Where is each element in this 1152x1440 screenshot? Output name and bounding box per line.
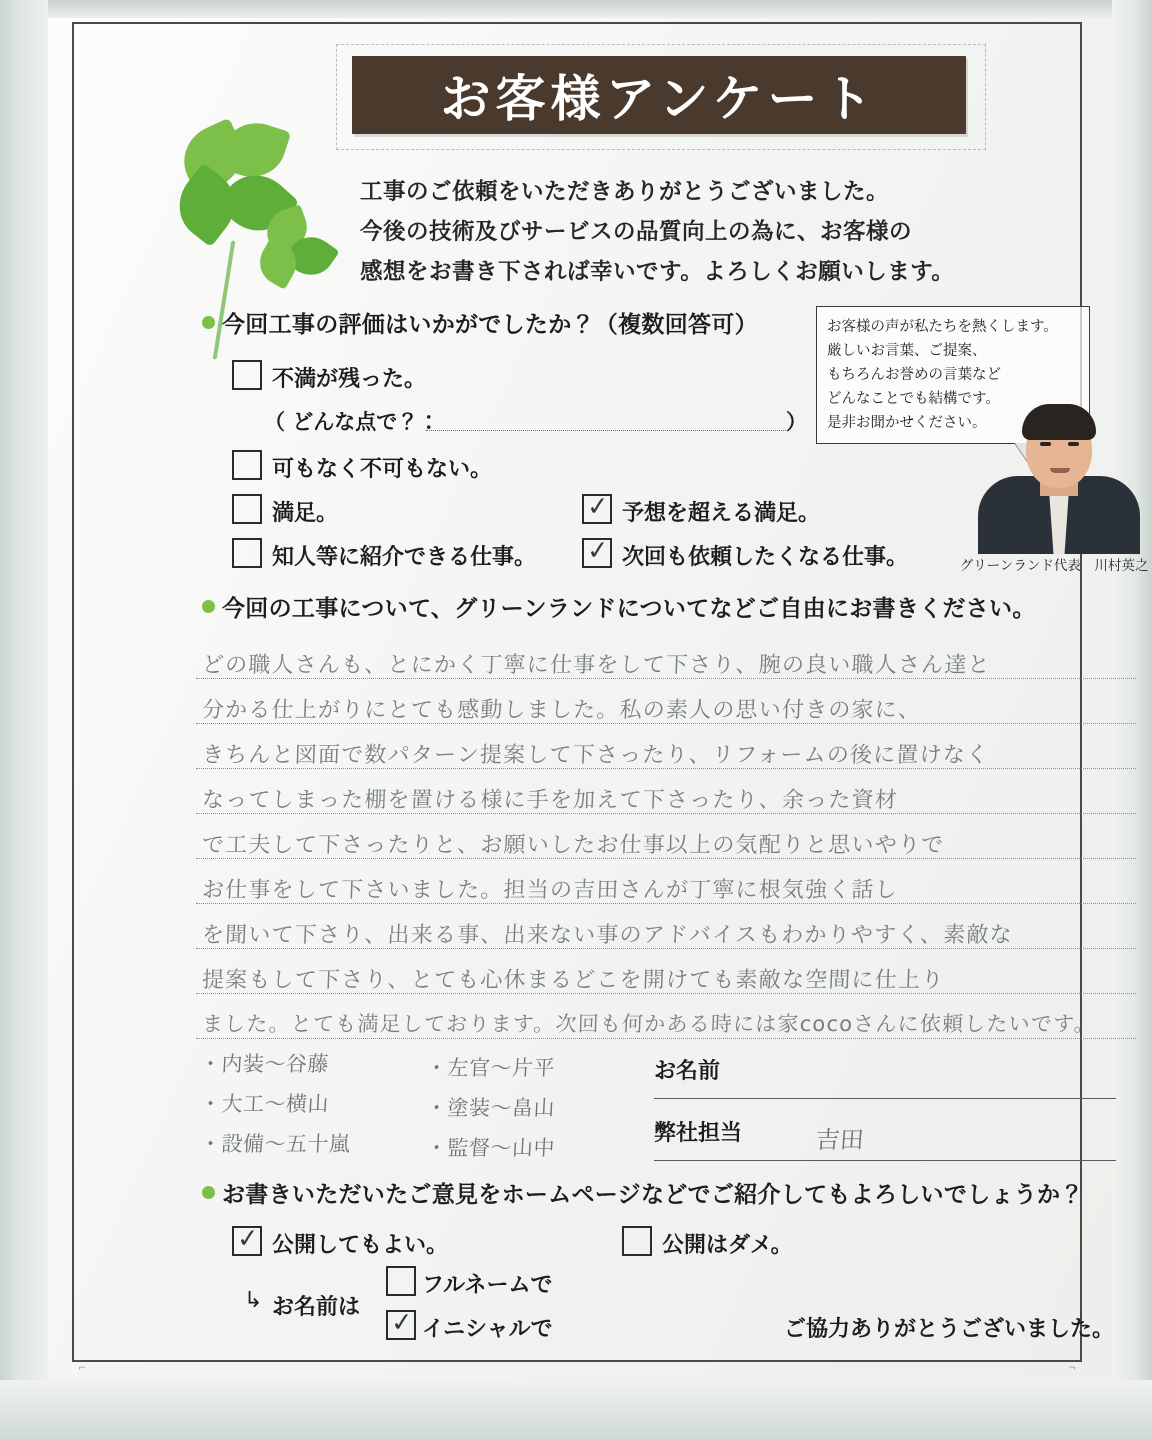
customer-name-input[interactable]: [654, 1098, 1116, 1099]
staff-note-left: ・設備〜五十嵐: [199, 1132, 352, 1156]
q2-heading: 今回の工事について、グリーンランドについてなどご自由にお書きください。: [222, 596, 1036, 622]
scan-edge-bottom: [0, 1380, 1152, 1440]
staff-note-left: ・内装〜谷藤: [199, 1052, 330, 1076]
comment-line: で工夫して下さったりと、お願いしたお仕事以上の気配りと思いやりで: [201, 833, 945, 858]
check-mark-icon: ✓: [389, 1307, 414, 1339]
bubble-line-2: 厳しいお言葉、ご提案、: [827, 343, 987, 359]
comment-line: ました。とても満足しております。次回も何かある時には家cocoさんに依頼したいです。: [201, 1012, 1097, 1036]
intro-text: [360, 172, 1090, 292]
q1-heading: 今回工事の評価はいかがでしたか？（複数回答可）: [222, 312, 758, 338]
staff-note-left: ・大工〜横山: [199, 1092, 330, 1116]
scan-edge-left: [0, 0, 48, 1440]
bubble-line-3: もちろんお誉めの言葉など: [827, 367, 1001, 383]
checkbox-satisfied[interactable]: [232, 494, 262, 524]
comment-line: どの職人さんも、とにかく丁寧に仕事をして下さり、腕の良い職人さん達と: [201, 653, 992, 678]
thanks-text: ご協力ありがとうございました。: [784, 1317, 1115, 1342]
check-mark-icon: ✓: [235, 1223, 260, 1255]
checkbox-exceeded-expectation[interactable]: [582, 491, 612, 524]
checkbox-label-recommendable: 知人等に紹介できる仕事。: [272, 545, 537, 570]
page-title: お客様アンケート: [440, 70, 878, 128]
comment-rule: [196, 1038, 1136, 1039]
portrait-eye-right: [1068, 442, 1079, 446]
checkbox-dissatisfied[interactable]: [232, 360, 262, 390]
intro-line-1: 工事のご依頼をいただきありがとうございました。: [360, 179, 890, 205]
checkbox-label-dissatisfied: 不満が残った。: [272, 367, 427, 392]
corner-mark-right: ¬: [1067, 1363, 1076, 1374]
bullet-q2: [202, 600, 215, 613]
survey-sheet: [72, 22, 1149, 1374]
staff-note-right: ・左官〜片平: [425, 1056, 556, 1080]
name-format-label: お名前は: [272, 1295, 361, 1320]
comment-line: 提案もして下さり、とても心休まるどこを開けても素敵な空間に仕上り: [201, 968, 945, 993]
checkbox-recommendable[interactable]: [232, 538, 262, 568]
intro-line-3: 感想をお書き下されば幸いです。よろしくお願いします。: [360, 259, 955, 285]
comment-line: を聞いて下さり、出来る事、出来ない事のアドバイスもわかりやすく、素敵な: [201, 923, 1014, 948]
checkbox-label-neutral: 可もなく不可もない。: [272, 457, 493, 482]
staff-input[interactable]: [654, 1160, 1116, 1161]
portrait-caption: グリーンランド代表 川村英之: [959, 558, 1149, 574]
page-title-band: [352, 56, 966, 134]
staff-note-right: ・監督〜山中: [425, 1136, 556, 1160]
staff-note-right: ・塗装〜畠山: [425, 1096, 556, 1120]
checkbox-fullname[interactable]: [386, 1266, 416, 1296]
representative-portrait: [970, 402, 1148, 554]
clover-stem: [213, 240, 236, 359]
checkbox-publish-ok[interactable]: [232, 1223, 262, 1256]
check-mark-icon: ✓: [585, 491, 610, 523]
arrow-icon: ↳: [244, 1288, 263, 1313]
checkbox-label-would-reorder: 次回も依頼したくなる仕事。: [622, 545, 909, 570]
portrait-eye-left: [1040, 442, 1051, 446]
comment-line: 分かる仕上がりにとても感動しました。私の素人の思い付きの家に、: [201, 698, 922, 723]
intro-line-2: 今後の技術及びサービスの品質向上の為に、お客様の: [360, 219, 913, 245]
checkbox-initials[interactable]: [386, 1307, 416, 1340]
portrait-hair: [1022, 404, 1096, 440]
freeform-comment-area[interactable]: [196, 636, 1136, 1046]
subquestion-input[interactable]: [426, 430, 786, 431]
bubble-line-5: 是非お聞かせください。: [827, 415, 987, 431]
checkbox-would-reorder[interactable]: [582, 535, 612, 568]
customer-name-label: お名前: [654, 1059, 721, 1084]
comment-line: お仕事をして下さいました。担当の吉田さんが丁寧に根気強く話し: [201, 878, 899, 903]
checkbox-label-satisfied: 満足。: [272, 501, 339, 526]
staff-label: 弊社担当: [654, 1121, 743, 1146]
checkbox-publish-no[interactable]: [622, 1226, 652, 1256]
bubble-line-4: どんなことでも結構です。: [827, 391, 1000, 407]
bullet-q3: [202, 1186, 215, 1199]
bubble-line-1: お客様の声が私たちを熱くします。: [827, 319, 1058, 335]
checkbox-label-initials: イニシャルで: [422, 1317, 553, 1342]
scan-edge-top: [0, 0, 1152, 18]
subquestion-label: （ どんな点で？：: [264, 410, 440, 434]
comment-line: きちんと図面で数パターン提案して下さったり、リフォームの後に置けなく: [201, 743, 990, 768]
checkbox-label-publish-ok: 公開してもよい。: [272, 1233, 449, 1258]
q3-heading: お書きいただいたご意見をホームページなどでご紹介してもよろしいでしょうか？: [222, 1182, 1084, 1208]
check-mark-icon: ✓: [585, 535, 610, 567]
staff-value: 吉田: [814, 1126, 865, 1154]
comment-line: なってしまった棚を置ける様に手を加えて下さったり、余った資材: [201, 788, 899, 813]
corner-mark-left: ⌐: [78, 1363, 87, 1374]
subquestion-close: ）: [786, 410, 807, 434]
checkbox-label-fullname: フルネームで: [422, 1273, 553, 1298]
checkbox-label-publish-no: 公開はダメ。: [662, 1233, 793, 1258]
checkbox-label-exceeded-expectation: 予想を超える満足。: [622, 501, 821, 526]
portrait-mouth: [1050, 468, 1070, 473]
bullet-q1: [202, 316, 215, 329]
checkbox-neutral[interactable]: [232, 450, 262, 480]
